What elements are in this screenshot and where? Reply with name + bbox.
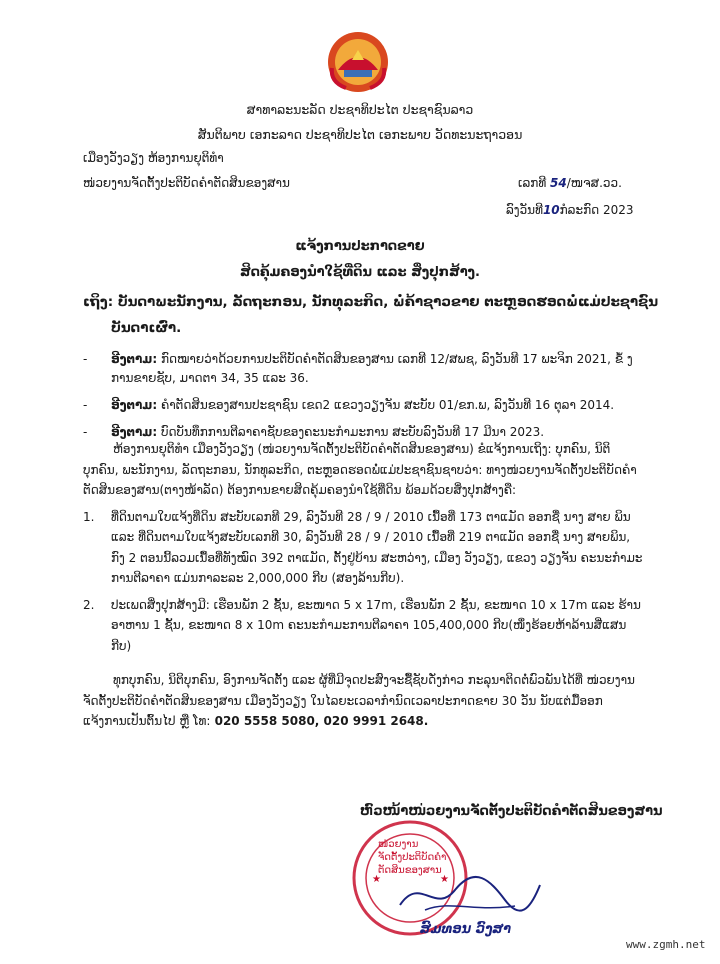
- reference-handwritten: 54: [550, 176, 567, 190]
- office-line-2: ໜ່ວຍງານຈັດຕັ້ງປະຕິບັດຄໍາຕັດສິນຂອງສານ: [83, 176, 290, 190]
- sale-item-text: ທີ່ດິນຕາມໃບແຈ້ງທີ່ດິນ ສະບັບເລກທີ 29, ລົງວັນທີ 28 / 9 / 2010 ເນື້ອທີ່ 173 ຕາແມັດ ອອກຊື່ ນາງ ສາຍ ພິນ ແລະ ທີ່ດິນຕາມໃບແຈ້ງສະບັບເລກທີ 30, ລົງວັນທີ 28 / 9 / 2010 ເນື້ອທີ່ 219 ຕາແມັດ ອອກຊື່ ນາງ ສາຍພິນ, ກົງ 2 ຕອນນີ້ລວມເນື້ອທີ່ທັງໝົດ 392 ຕາແມັດ, ຕັ້ງຢູ່ບ້ານ ສະຫວ່າງ, ເມືອງ ວັງວຽງ, ແຂວງ ວຽງຈັນ ຄະນະກໍາມະການຕີລາຄາ ແມ່ນກາລະລະ 2,000,000 ກີບ (ສອງລ້ານກີບ).: [111, 509, 643, 585]
- reference-number: [518, 176, 622, 190]
- sale-item-text: ປະເພດສິ່ງປຸກສ້າງມີ: ເຮືອນພັກ 2 ຊັ້ນ, ຂະໜາດ 5 x 17m, ເຮືອນພັກ 2 ຊັ້ນ, ຂະໜາດ 10 x 17m ແລະ ຮ້ານອາຫານ 1 ຊັ້ນ, ຂະໜາດ 8 x 10m ຄະນະກໍາມະການຕີລາຄາ 105,400,000 ກີບ(ໜຶ່ງຮ້ອຍຫ້າລ້ານສີ່ແສນກີບ): [111, 597, 641, 653]
- reference-suffix: /ໜຈສ.ວວ.: [566, 176, 622, 190]
- sale-item: 1. ທີ່ດິນຕາມໃບແຈ້ງທີ່ດິນ ສະບັບເລກທີ 29, ລົງວັນທີ 28 / 9 / 2010 ເນື້ອທີ່ 173 ຕາແມັດ ອອກຊື່ ນາງ ສາຍ ພິນ ແລະ ທີ່ດິນຕາມໃບແຈ້ງສະບັບເລກທີ 30, ລົງວັນທີ 28 / 9 / 2010 ເນື້ອທີ່ 219 ຕາແມັດ ອອກຊື່ ນາງ ສາຍພິນ, ກົງ 2 ຕອນນີ້ລວມເນື້ອທີ່ທັງໝົດ 392 ຕາແມັດ, ຕັ້ງຢູ່ບ້ານ ສະຫວ່າງ, ເມືອງ ວັງວຽງ, ແຂວງ ວຽງຈັນ ຄະນະກໍາມະການຕີລາຄາ ແມ່ນກາລະລະ 2,000,000 ກີບ (ສອງລ້ານກີບ).: [83, 507, 643, 589]
- reference-text: ກົດໝາຍວ່າດ້ວຍການປະຕິບັດຄໍາຕັດສິນຂອງສານ ເລກທີ 12/ສພຊ, ລົງວັນທີ 17 ພະຈິກ 2021, ຂໍ້ ງ ການຂາຍຊັບ, ມາດຕາ 34, 35 ແລະ 36.: [111, 352, 633, 385]
- reference-label: ອີງຕາມ:: [111, 425, 158, 439]
- references-list: [83, 350, 643, 450]
- reference-item: - ອີງຕາມ: ຄໍາຕັດສິນຂອງສານປະຊາຊົນ ເຂດ2 ແຂວງວຽງຈັນ ສະບັບ 01/ຂກ.ພ, ລົງວັນທີ 16 ຕຸລາ 2014.: [83, 398, 615, 412]
- notice-body: [83, 439, 643, 732]
- document-date: [506, 203, 634, 217]
- signatory-title: ຫົວໜ້າໜ່ວຍງານຈັດຕັ້ງປະຕິບັດຄໍາຕັດສິນຂອງສານ: [360, 804, 663, 819]
- recipients-line-2: ບັນດາເຜົ່າ.: [111, 320, 182, 336]
- svg-text:★: ★: [440, 874, 449, 885]
- intro-paragraph: ຫ້ອງການຍຸຕິທໍາ ເມືອງວັງວຽງ (ໜ່ວຍງານຈັດຕັ້ງປະຕິບັດຄໍາຕັດສິນຂອງສານ) ຂໍແຈ້ງການເຖິງ: ບຸກຄົນ, ນິຕິບຸກຄົນ, ພະນັກງານ, ລັດຖະກອນ, ນັກທຸລະກິດ, ຕະຫຼອດຮອດພໍ່ແມ່ປະຊາຊົນຊາບວ່າ: ທາງໜ່ວຍງານຈັດຕັ້ງປະຕິບັດຄໍາຕັດສິນຂອງສານ(ຕາງໜ້າລັດ) ຕ້ອງການຂາຍສິດຄຸ້ມຄອງນໍາໃຊ້ທີ່ດິນ ພ້ອມດ້ວຍສິ່ງປຸກສ້າງຄື:: [83, 442, 637, 497]
- sale-item: 2. ປະເພດສິ່ງປຸກສ້າງມີ: ເຮືອນພັກ 2 ຊັ້ນ, ຂະໜາດ 5 x 17m, ເຮືອນພັກ 2 ຊັ້ນ, ຂະໜາດ 10 x 17m ແລະ ຮ້ານອາຫານ 1 ຊັ້ນ, ຂະໜາດ 8 x 10m ຄະນະກໍາມະການຕີລາຄາ 105,400,000 ກີບ(ໜຶ່ງຮ້ອຍຫ້າລ້ານສີ່ແສນກີບ): [83, 595, 643, 657]
- signer-name: ສົມທອນ ວົງສາ: [420, 922, 512, 937]
- closing-paragraph: ທຸກບຸກຄົນ, ນິຕິບຸກຄົນ, ອົງການຈັດຕັ້ງ ແລະ ຜູ້ທີ່ມີຈຸດປະສົງຈະຊື້ຊັບດັ່ງກ່າວ ກະລຸນາຕິດຕໍ່ພົວພັນໄດ້ທີ່ ໜ່ວຍງານຈັດຕັ້ງປະຕິບັດຄໍາຕັດສິນຂອງສານ ເມືອງວັງວຽງ ໃນໄລຍະເວລາກໍານົດເວລາປະກາດຂາຍ 30 ວັນ ນັບແຕ່ມື້ອອກແຈ້ງການເປັນຕົ້ນໄປ ຫຼື ໂທ: 020 5558 5080, 020 9991 2648.: [83, 673, 635, 728]
- document-subtitle: ສິດຄຸ້ມຄອງນໍາໃຊ້ທີ່ດິນ ແລະ ສິ່ງປຸກສ້າງ.: [240, 265, 480, 280]
- handwritten-signature: [395, 870, 545, 920]
- date-suffix: ກໍລະກົດ 2023: [559, 203, 634, 217]
- republic-name: ສາທາລະນະລັດ ປະຊາທິປະໄຕ ປະຊາຊົນລາວ: [246, 102, 474, 117]
- reference-item: - ອີງຕາມ: ກົດໝາຍວ່າດ້ວຍການປະຕິບັດຄໍາຕັດສິນຂອງສານ ເລກທີ 12/ສພຊ, ລົງວັນທີ 17 ພະຈິກ 2021, ຂໍ້ ງ ການຂາຍຊັບ, ມາດຕາ 34, 35 ແລະ 36.: [83, 352, 633, 385]
- reference-prefix: ເລກທີ: [518, 176, 547, 190]
- national-emblem: [326, 30, 390, 94]
- reference-item: - ອີງຕາມ: ບົດບັນທຶກການຕີລາຄາຊັບຂອງຄະນະກໍາມະການ ສະບັບລົງວັນທີ 17 ມີນາ 2023.: [83, 425, 545, 439]
- reference-text: ຄໍາຕັດສິນຂອງສານປະຊາຊົນ ເຂດ2 ແຂວງວຽງຈັນ ສະບັບ 01/ຂກ.ພ, ລົງວັນທີ 16 ຕຸລາ 2014.: [157, 398, 615, 412]
- recipients-line-1: ເຖິງ: ບັນດາພະນັກງານ, ລັດຖະກອນ, ນັກທຸລະກິດ, ພໍ່ຄ້າຊາວຂາຍ ຕະຫຼອດຮອດພໍ່ແມ່ປະຊາຊົນ: [83, 294, 659, 310]
- national-motto: ສັນຕິພາບ ເອກະລາດ ປະຊາທິປະໄຕ ເອກະພາບ ວັດທະນະຖາວອນ: [197, 127, 523, 142]
- reference-text: ບົດບັນທຶກການຕີລາຄາຊັບຂອງຄະນະກໍາມະການ ສະບັບລົງວັນທີ 17 ມີນາ 2023.: [157, 425, 545, 439]
- reference-label: ອີງຕາມ:: [111, 398, 158, 412]
- watermark: www.zgmh.net: [626, 938, 706, 951]
- svg-text:★: ★: [372, 874, 381, 885]
- office-line-1: ເມືອງວັງວຽງ ຫ້ອງການຍຸຕິທໍາ: [83, 151, 224, 165]
- contact-phones: 020 5558 5080, 020 9991 2648.: [210, 714, 429, 728]
- date-handwritten: 10: [542, 203, 560, 217]
- reference-label: ອີງຕາມ:: [111, 352, 158, 366]
- date-prefix: ລົງວັນທີ: [506, 203, 543, 217]
- seal-text: ໜ່ວຍງານ ຈັດຕັ້ງປະຕິບັດຄໍາ ຕັດສິນຂອງສານ: [378, 839, 447, 876]
- document-title: ແຈ້ງການປະກາດຂາຍ: [295, 239, 425, 254]
